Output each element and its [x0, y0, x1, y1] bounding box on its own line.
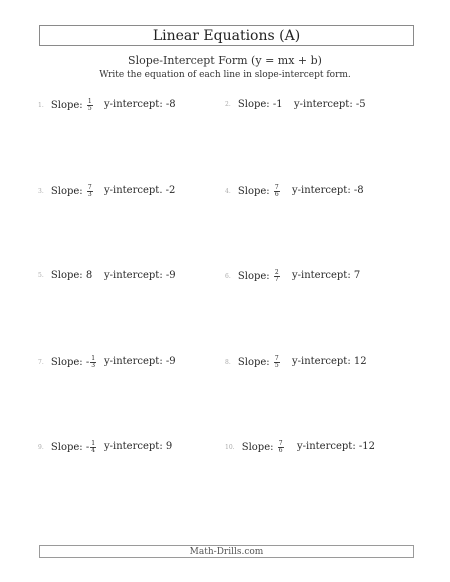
slope-value: -1: [272, 99, 283, 110]
slope-denominator: 5: [274, 362, 279, 369]
problem-7: [38, 355, 176, 369]
y-intercept: y-intercept. -2: [104, 185, 176, 196]
problem-number: 4.: [225, 188, 231, 195]
slope-numerator: 7: [274, 355, 279, 362]
slope-label: Slope:: [237, 186, 270, 197]
worksheet-instructions: Write the equation of each line in slope-intercept form.: [99, 70, 351, 80]
problem-number: 1.: [38, 102, 44, 109]
problem-3: [38, 184, 176, 198]
slope-numerator: 1: [87, 98, 92, 105]
problem-number: 3.: [38, 188, 44, 195]
slope-denominator: 6: [274, 191, 279, 198]
slope-value: 8: [85, 270, 93, 281]
slope-label: Slope:: [50, 270, 83, 281]
slope-numerator: 1: [91, 440, 96, 447]
slope-denominator: 3: [91, 362, 96, 369]
slope-fraction: [274, 185, 280, 198]
worksheet-subtitle: Slope-Intercept Form (y = mx + b): [128, 54, 322, 67]
slope-fraction: [90, 356, 96, 369]
problem-5: [38, 270, 176, 281]
slope-fraction: [87, 185, 93, 198]
slope-label: Slope:: [241, 442, 274, 453]
slope-fraction: [274, 270, 280, 283]
slope-label: Slope:: [237, 271, 270, 282]
slope-denominator: 7: [274, 276, 279, 283]
problem-8: [225, 355, 367, 369]
y-intercept: y-intercept: 12: [292, 356, 367, 367]
slope-label: Slope:: [50, 100, 83, 111]
problem-number: 5.: [38, 272, 44, 279]
slope-label: Slope:: [237, 357, 270, 368]
problem-number: 7.: [38, 359, 44, 366]
problem-2: [225, 99, 366, 110]
slope-denominator: 4: [91, 447, 96, 454]
worksheet-title: Linear Equations (A): [39, 25, 414, 46]
y-intercept: y-intercept: 7: [292, 270, 361, 281]
slope-numerator: 7: [87, 184, 92, 191]
y-intercept: y-intercept: -9: [104, 270, 176, 281]
slope-denominator: 3: [87, 191, 92, 198]
problem-number: 6.: [225, 273, 231, 280]
slope-sign: -: [85, 357, 90, 368]
problem-9: [38, 440, 173, 454]
slope-label: Slope:: [237, 99, 270, 110]
y-intercept: y-intercept: -5: [294, 99, 366, 110]
slope-denominator: 5: [87, 105, 92, 112]
slope-fraction: [87, 99, 93, 112]
problem-4: [225, 184, 364, 198]
problem-6: [225, 269, 361, 283]
problem-10: [225, 440, 375, 454]
problem-number: 2.: [225, 101, 231, 108]
slope-numerator: 1: [91, 355, 96, 362]
slope-denominator: 6: [278, 447, 283, 454]
problem-number: 9.: [38, 444, 44, 451]
slope-numerator: 7: [274, 184, 279, 191]
slope-label: Slope:: [50, 442, 83, 453]
footer-credit: Math-Drills.com: [39, 545, 414, 558]
y-intercept: y-intercept: -8: [104, 99, 176, 110]
y-intercept: y-intercept: -12: [297, 441, 375, 452]
slope-label: Slope:: [50, 186, 83, 197]
y-intercept: y-intercept: 9: [104, 441, 173, 452]
y-intercept: y-intercept: -8: [292, 185, 364, 196]
slope-fraction: [274, 356, 280, 369]
slope-fraction: [90, 441, 96, 454]
problem-number: 10.: [225, 444, 235, 451]
y-intercept: y-intercept: -9: [104, 356, 176, 367]
slope-numerator: 2: [274, 269, 279, 276]
slope-numerator: 7: [278, 440, 283, 447]
slope-fraction: [278, 441, 284, 454]
slope-sign: -: [85, 442, 90, 453]
problem-number: 8.: [225, 359, 231, 366]
problem-1: [38, 98, 176, 112]
slope-label: Slope:: [50, 357, 83, 368]
